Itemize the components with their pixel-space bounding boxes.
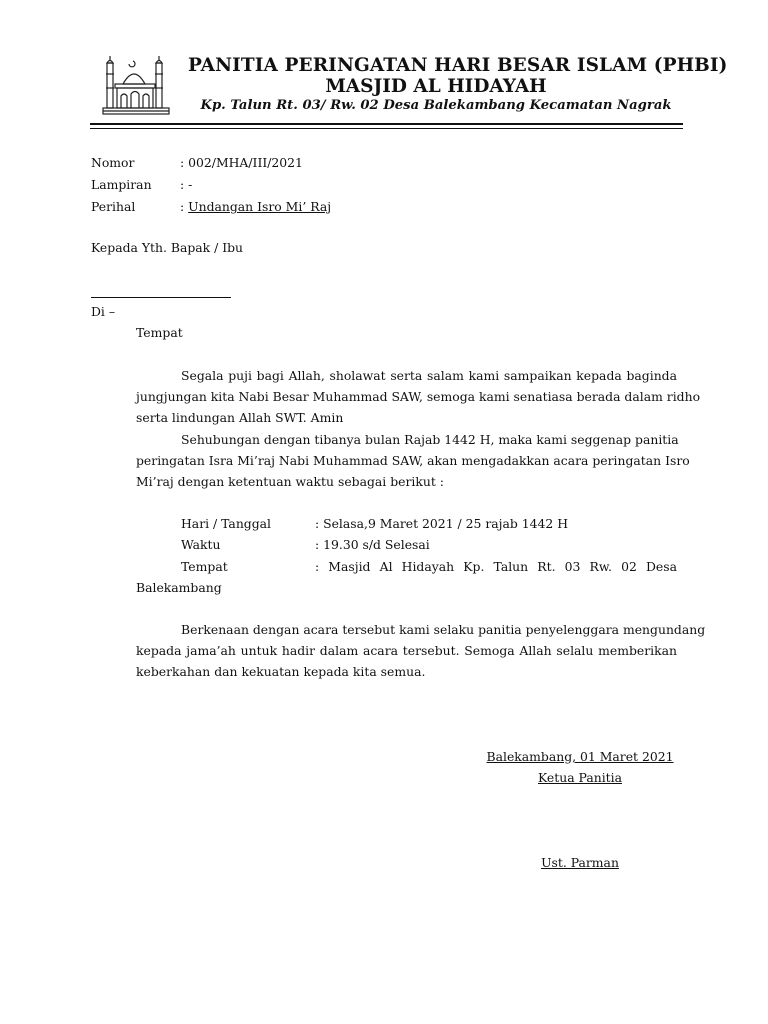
paragraph-line: kepada jama’ah untuk hadir dalam acara tersebut. Semoga Allah selalu memberikan xyxy=(136,643,677,658)
organization-name: PANITIA PERINGATAN HARI BESAR ISLAM (PHBI) xyxy=(188,55,728,76)
recipient-di: Di – xyxy=(91,304,116,319)
nomor-label: Nomor xyxy=(91,155,135,170)
lampiran-label: Lampiran xyxy=(91,177,152,192)
mosque-name: MASJID AL HIDAYAH xyxy=(325,76,547,97)
schedule-place-value: : Masjid Al Hidayah Kp. Talun Rt. 03 Rw. 02 Desa xyxy=(315,559,677,574)
mosque-icon xyxy=(99,50,179,120)
nomor-value: : 002/MHA/III/2021 xyxy=(180,155,303,170)
schedule-time-value: : 19.30 s/d Selesai xyxy=(315,537,430,552)
recipient-tempat: Tempat xyxy=(136,325,183,340)
paragraph-line: Segala puji bagi Allah, sholawat serta salam kami sampaikan kepada baginda xyxy=(181,368,677,383)
recipient-blank-line xyxy=(91,297,231,298)
paragraph-line: keberkahan dan kekuatan kepada kita semua. xyxy=(136,664,426,679)
paragraph-line: Berkenaan dengan acara tersebut kami selaku panitia penyelenggara mengundang xyxy=(181,622,706,637)
schedule-time-label: Waktu xyxy=(181,537,221,552)
paragraph-line: jungjungan kita Nabi Besar Muhammad SAW, semoga kami senatiasa berada dalam ridho xyxy=(136,389,701,404)
letterhead-rule-thin xyxy=(90,128,683,129)
paragraph-line: Sehubungan dengan tibanya bulan Rajab 1442 H, maka kami seggenap panitia xyxy=(181,432,679,447)
perihal-label: Perihal xyxy=(91,199,136,214)
perihal-value-wrap xyxy=(180,199,331,215)
schedule-place-value-cont: Balekambang xyxy=(136,580,222,595)
schedule-date-value: : Selasa,9 Maret 2021 / 25 rajab 1442 H xyxy=(315,516,569,531)
signature-place-date: Balekambang, 01 Maret 2021 xyxy=(486,749,674,764)
perihal-colon: : xyxy=(180,199,185,214)
organization-address: Kp. Talun Rt. 03/ Rw. 02 Desa Balekambang Kecamatan Nagrak xyxy=(200,98,672,113)
paragraph-line: Mi’raj dengan ketentuan waktu sebagai berikut : xyxy=(136,474,444,489)
lampiran-value: : - xyxy=(180,177,193,192)
paragraph-line: peringatan Isra Mi’raj Nabi Muhammad SAW, akan mengadakkan acara peringatan Isro xyxy=(136,453,690,468)
letterhead-rule-thick xyxy=(90,123,683,125)
signature-role: Ketua Panitia xyxy=(538,770,622,785)
paragraph-line: serta lindungan Allah SWT. Amin xyxy=(136,410,344,425)
schedule-place-label: Tempat xyxy=(181,559,228,574)
signature-name: Ust. Parman xyxy=(541,855,619,870)
perihal-value: Undangan Isro Mi’ Raj xyxy=(188,199,332,214)
recipient-salutation: Kepada Yth. Bapak / Ibu xyxy=(91,240,244,255)
schedule-date-label: Hari / Tanggal xyxy=(181,516,272,531)
